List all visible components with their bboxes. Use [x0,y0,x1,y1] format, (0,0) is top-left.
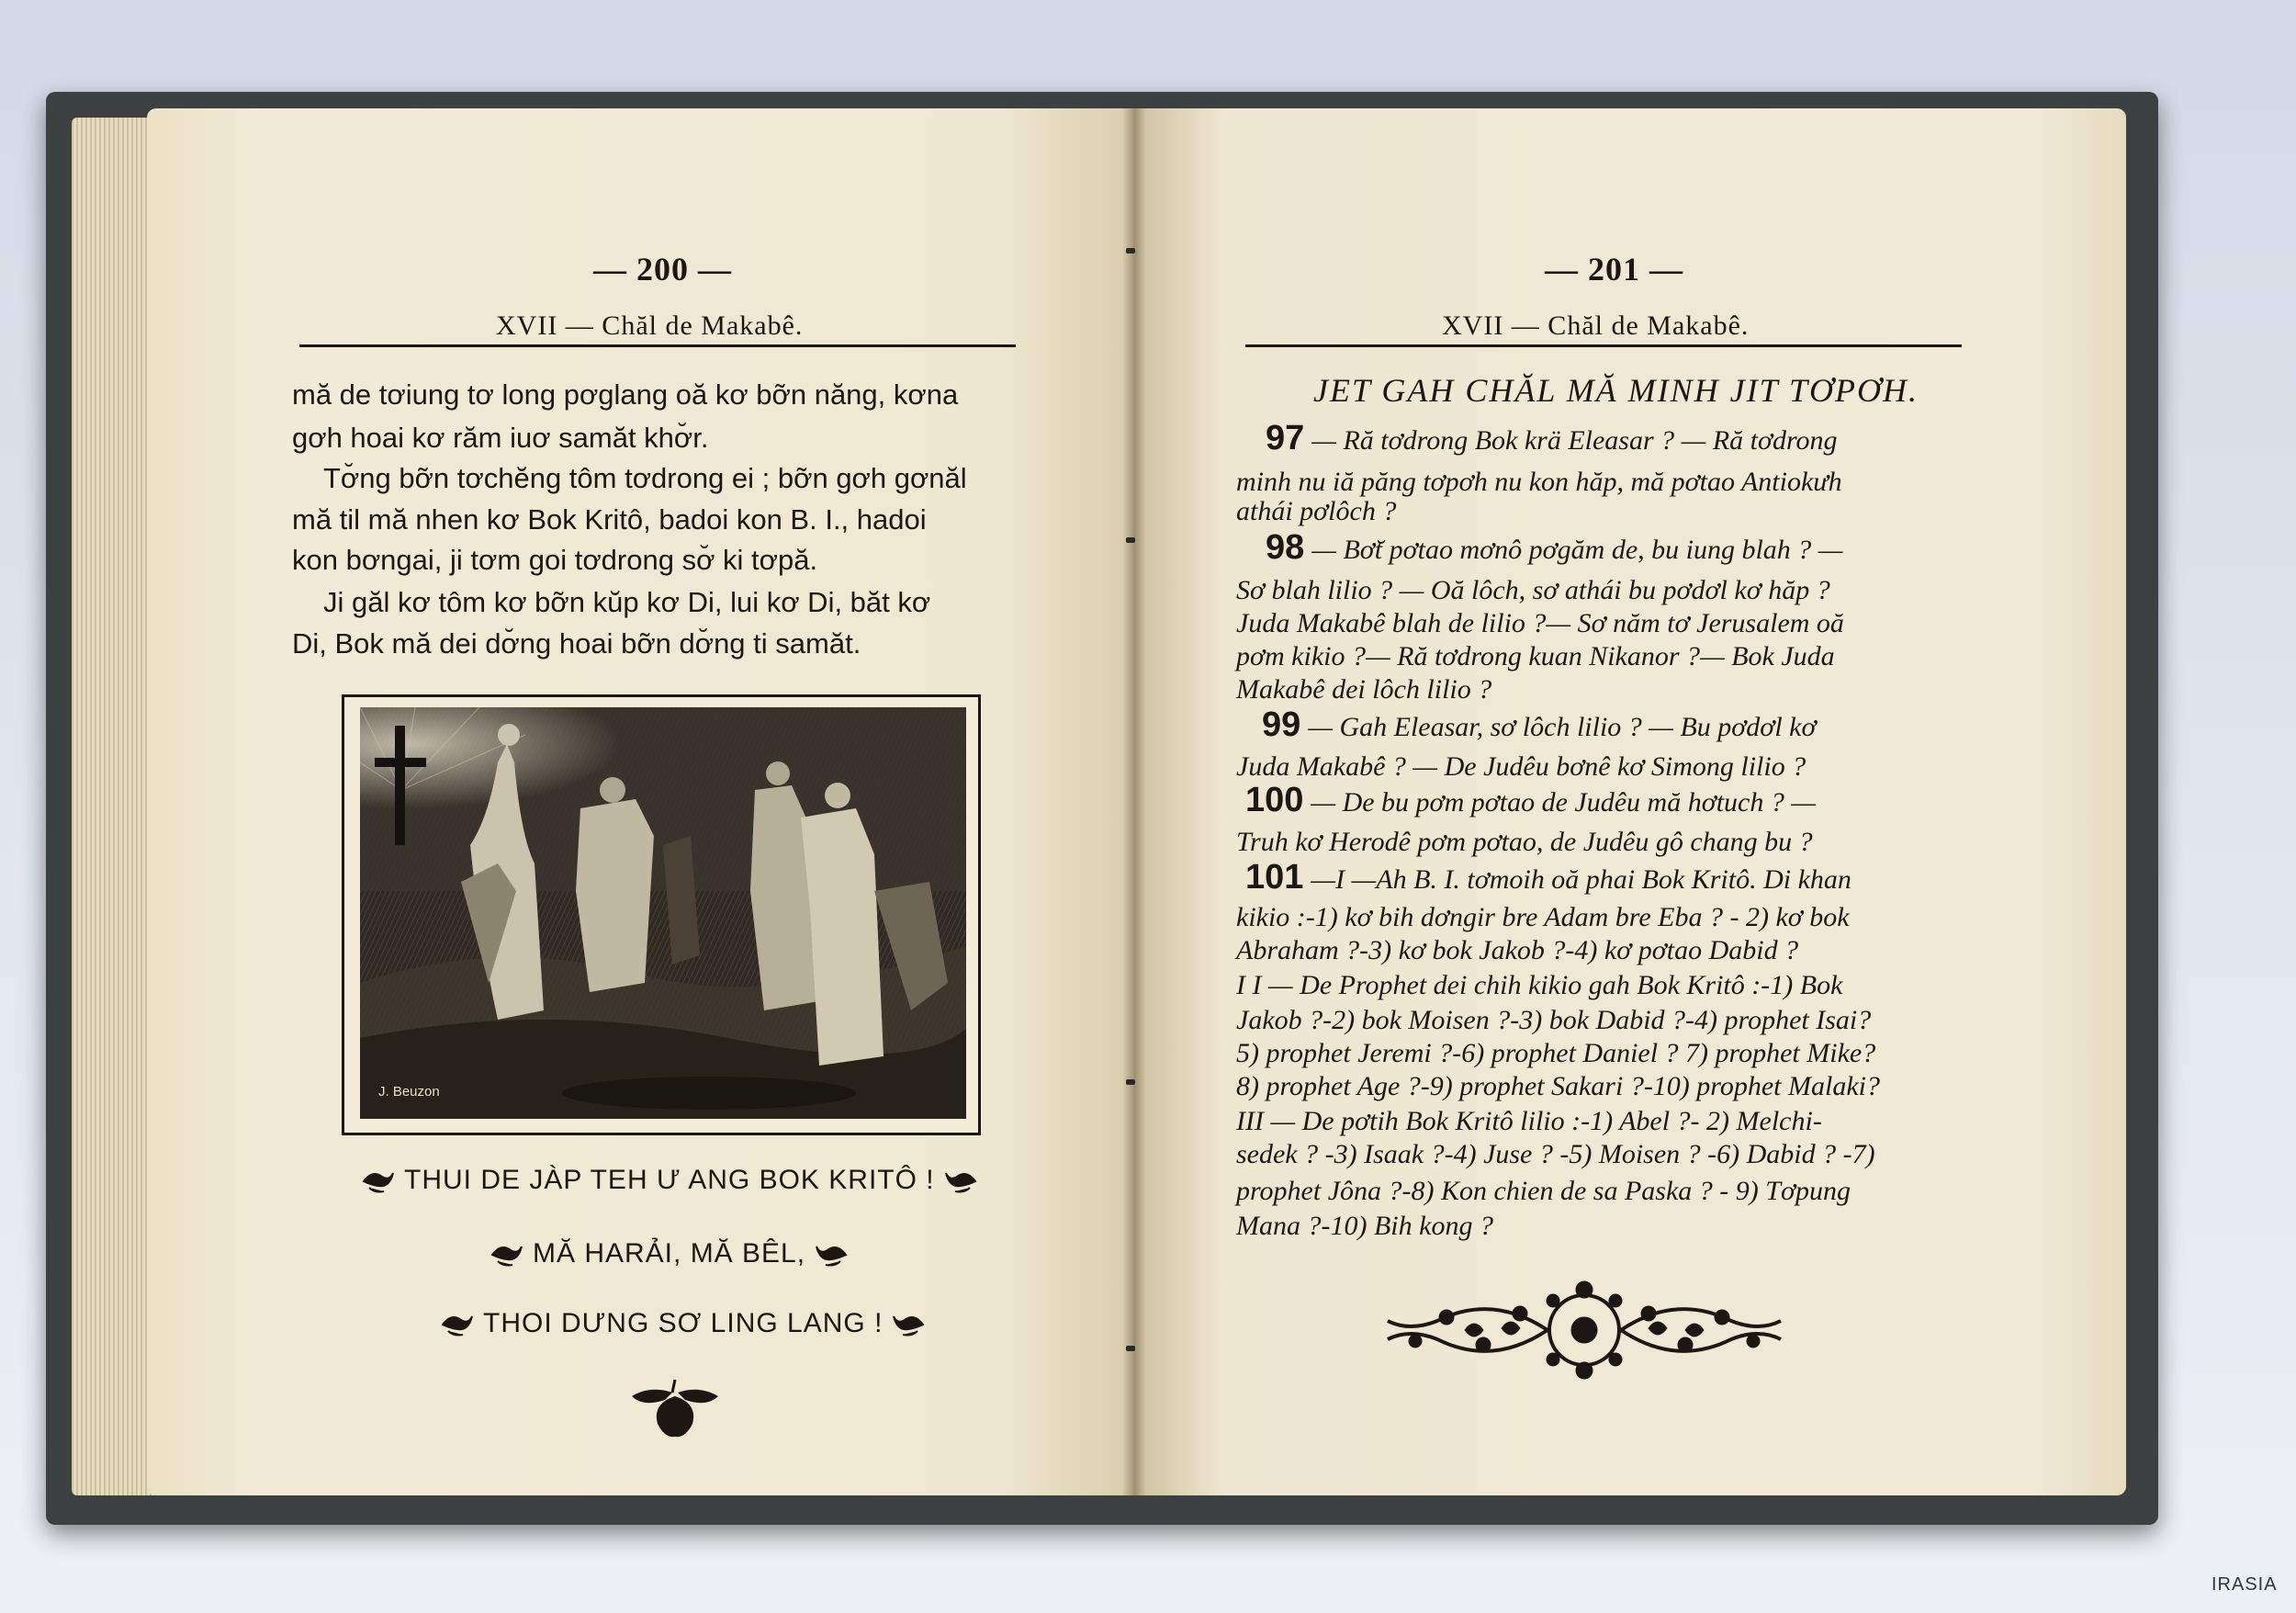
question-100-line: Truh kơ Herodê pơm pơtao, de Judêu gô chang bu ? [1236,827,1813,857]
watermark: IRASIA [2212,1574,2278,1595]
fleuron-left-icon [490,1241,523,1269]
question-101-line: III — De pơtih Bok Kritô lilio :-1) Abel ?- 2) Melchi- [1236,1106,1822,1136]
book-gutter [1122,108,1146,1495]
question-97-line [1266,419,1838,458]
question-number: 100 [1245,781,1304,819]
question-99-line [1262,705,1816,745]
section-title: JET GAH CHĂL MĂ MINH JIT TƠPƠH. [1313,372,1919,409]
binding-stitch [1126,537,1135,543]
question-99-line: Juda Makabê ? — De Judêu bơnê kơ Simong lilio ? [1236,751,1806,782]
question-101-line: Mana ?-10) Bih kong ? [1236,1211,1493,1241]
question-98-line [1266,528,1842,568]
fleuron-right-icon [892,1311,925,1338]
question-101-line: 8) prophet Age ?-9) prophet Sakari ?-10) prophet Malaki? [1236,1071,1880,1101]
left-page-number: — 200 — [593,251,732,288]
left-paragraph-line: mă de tơiung tơ long pơglang oă kơ bỡn năng, kơna [292,378,959,411]
question-number: 97 [1266,419,1305,457]
left-paragraph-line: mă til mă nhen kơ Bok Kritô, badoi kon B. I., hadoi [292,503,927,536]
left-paragraph-line: Ji găl kơ tôm kơ bỡn kŭp kơ Di, lui kơ Di, băt kơ [323,586,931,618]
fleuron-left-icon [362,1167,395,1195]
binding-stitch [1126,248,1135,254]
floral-ornament-icon [1382,1275,1786,1387]
right-chapter-title: XVII — Chăl de Makabê. [1442,310,1750,341]
tailpiece-ornament-icon [625,1376,726,1440]
question-text: — Bơ̆t pơtao mơnô pơgăm de, bu iung blah ? — [1311,535,1843,565]
caption-line [481,1238,857,1269]
binding-stitch [1126,1079,1135,1085]
question-98-line: Makabê dei lôch lilio ? [1236,674,1492,705]
right-page-number: — 201 — [1545,251,1683,288]
question-101-line: kikio :-1) kơ bih dơngir bre Adam bre Eba ? - 2) kơ bok [1236,902,1850,932]
question-97-line: athái pơlôch ? [1236,496,1397,526]
fleuron-right-icon [815,1241,848,1269]
caption-text: THOI DƯNG SƠ LING LANG ! [483,1308,884,1338]
fleuron-right-icon [944,1167,977,1195]
question-text: —I —Ah B. I. tơmoih oă phai Bok Kritô. Di khan [1311,864,1851,895]
page-edges-left [72,118,154,1495]
question-100-line [1245,781,1816,820]
question-101-line: Abraham ?-3) kơ bok Jakob ?-4) kơ pơtao Dabid ? [1236,935,1799,965]
left-paragraph-line: Tơ̆ng bỡn tơchĕng tôm tơdrong ei ; bỡn gơh gơnăl [323,462,967,494]
caption-line [353,1165,986,1196]
fleuron-left-icon [441,1311,474,1338]
left-chapter-title: XVII — Chăl de Makabê. [496,310,804,341]
question-101-line: prophet Jôna ?-8) Kon chien de sa Paska ? - 9) Tơpung [1236,1176,1851,1206]
right-header-rule [1245,344,1962,347]
question-101-line: sedek ? -3) Isaak ?-4) Juse ? -5) Moisen ? -6) Dabid ? -7) [1236,1139,1875,1169]
question-98-line: Sơ blah lilio ? — Oă lôch, sơ athái bu pơdơl kơ hăp ? [1236,575,1830,605]
question-101-line: Jakob ?-2) bok Moisen ?-3) bok Dabid ?-4) prophet Isai? [1236,1005,1872,1035]
left-paragraph-line: gơh hoai kơ răm iuơ samăt khơ̆r. [292,422,709,454]
caption-text: MĂ HARẢI, MĂ BÊL, [533,1238,806,1269]
question-101-line [1245,858,1851,897]
question-101-line: I I — De Prophet dei chih kikio gah Bok Kritô :-1) Bok [1236,970,1843,1000]
question-text: — Gah Eleasar, sơ lôch lilio ? — Bu pơdơl kơ [1308,712,1817,742]
question-97-line: minh nu iă păng tơpơh nu kon hăp, mă pơtao Antiokưh [1236,467,1842,497]
question-98-line: Juda Makabê blah de lilio ?— Sơ năm tơ Jerusalem oă [1236,608,1844,638]
left-paragraph-line: Di, Bok mă dei dơ̆ng hoai bỡn dơ̆ng ti samăt. [292,627,861,660]
engraving-illustration [360,707,966,1119]
left-paragraph-line: kon bơngai, ji tơm goi tơdrong sơ̆ ki tơpă. [292,544,818,576]
left-header-rule [299,344,1016,347]
question-number: 98 [1266,528,1305,567]
question-number: 99 [1262,705,1301,744]
question-number: 101 [1245,858,1304,897]
caption-text: THUI DE JÀP TEH Ư ANG BOK KRITÔ ! [404,1165,935,1195]
binding-stitch [1126,1346,1135,1351]
artist-signature: J. Beuzon [378,1084,440,1100]
caption-line [432,1308,934,1339]
question-101-line: 5) prophet Jeremi ?-6) prophet Daniel ? 7) prophet Mike? [1236,1038,1876,1068]
question-98-line: pơm kikio ?— Ră tơdrong kuan Nikanor ?— Bok Juda [1236,641,1835,671]
question-text: — De bu pơm pơtao de Judêu mă hơtuch ? — [1311,787,1817,818]
question-text: — Ră tơdrong Bok krä Eleasar ? — Ră tơdrong [1311,425,1838,456]
